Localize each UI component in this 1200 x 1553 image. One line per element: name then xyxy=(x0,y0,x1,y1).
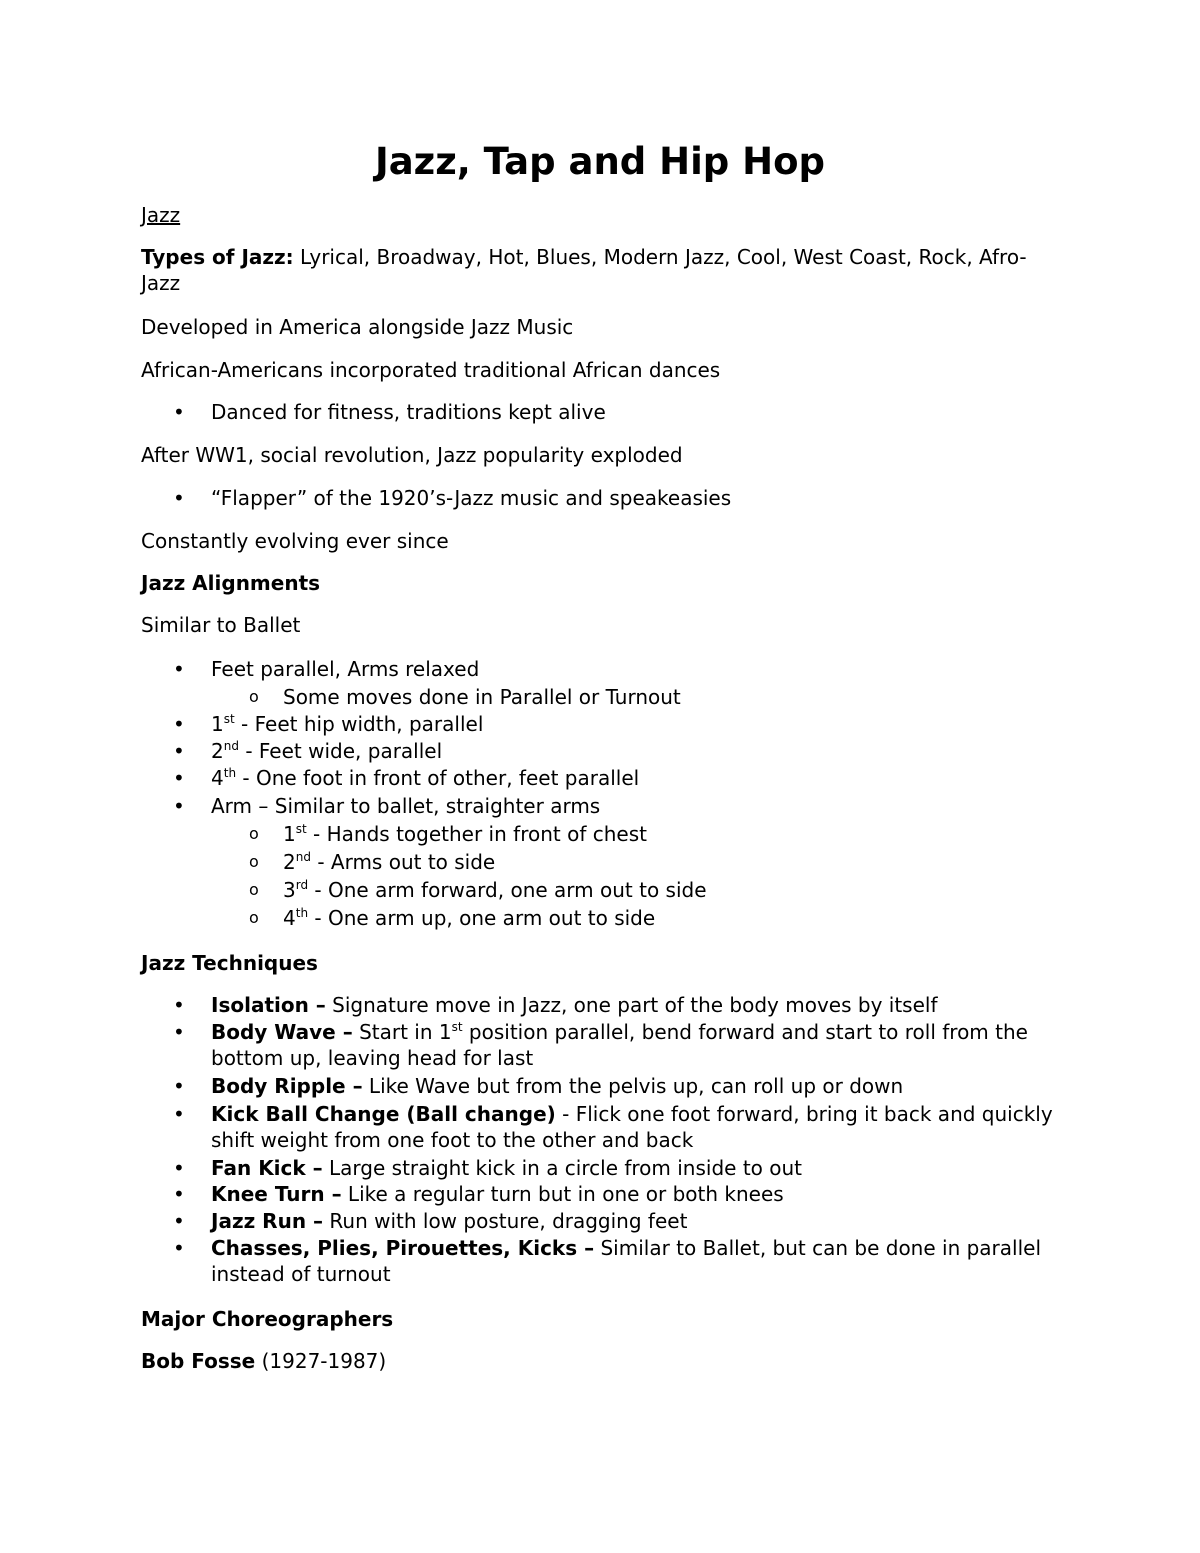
technique-item xyxy=(211,992,938,1018)
technique-term: Fan Kick – xyxy=(211,1156,323,1180)
arm-sub-item xyxy=(283,905,655,931)
bullet-marker: • xyxy=(173,1074,185,1098)
bullet-marker: • xyxy=(173,1236,185,1260)
item-text: - One foot in front of other, feet parallel xyxy=(236,766,640,790)
technique-term: Jazz Run – xyxy=(211,1209,324,1233)
ordinal-suffix: th xyxy=(223,766,237,780)
item-text: 4 xyxy=(283,906,296,930)
bullet-marker: • xyxy=(173,1209,185,1233)
ordinal-suffix: st xyxy=(223,712,235,726)
sub-bullet-marker: o xyxy=(249,687,259,706)
section-heading-jazz: Jazz xyxy=(141,203,181,227)
item-text: - Hands together in front of chest xyxy=(306,822,647,846)
paragraph: African-Americans incorporated traditional African dances xyxy=(141,358,721,382)
types-label: Types of Jazz: xyxy=(141,245,294,269)
technique-term: Isolation – xyxy=(211,993,326,1017)
choreographer-years: (1927-1987) xyxy=(255,1349,387,1373)
types-of-jazz xyxy=(141,244,1051,296)
bullet-marker: • xyxy=(173,712,185,736)
item-text: 4 xyxy=(211,766,224,790)
item-text: - Arms out to side xyxy=(310,850,496,874)
technique-item xyxy=(211,1235,1061,1287)
types-text: Lyrical, Broadway, Hot, Blues, Modern Jazz, Cool, West Coast, Rock, Afro-Jazz xyxy=(141,245,1027,295)
bullet-marker: • xyxy=(173,739,185,763)
alignment-item xyxy=(211,656,479,682)
technique-item xyxy=(211,1155,802,1181)
alignment-item xyxy=(211,765,639,791)
technique-text: Start in 1 xyxy=(352,1020,452,1044)
sub-bullet-marker: o xyxy=(249,880,259,899)
technique-term: Kick Ball Change (Ball change) xyxy=(211,1102,556,1126)
bullet-marker: • xyxy=(173,993,185,1017)
item-text: 2 xyxy=(211,739,224,763)
technique-text: Run with low posture, dragging feet xyxy=(323,1209,688,1233)
item-text: Arm – Similar to ballet, straighter arms xyxy=(211,794,601,818)
technique-text: Like Wave but from the pelvis up, can roll up or down xyxy=(362,1074,904,1098)
ordinal-suffix: st xyxy=(295,822,307,836)
sub-bullet-marker: o xyxy=(249,824,259,843)
bullet-marker: • xyxy=(173,1156,185,1180)
technique-item xyxy=(211,1181,784,1207)
ordinal-suffix: rd xyxy=(295,878,309,892)
technique-text: Similar to Ballet, but can be done in parallel instead of turnout xyxy=(211,1236,1042,1286)
item-text: 1 xyxy=(283,822,296,846)
item-text: 1 xyxy=(211,712,224,736)
technique-term: Body Ripple – xyxy=(211,1074,363,1098)
item-text: 3 xyxy=(283,878,296,902)
bullet-marker: • xyxy=(173,766,185,790)
alignment-item xyxy=(211,793,600,819)
item-text: 2 xyxy=(283,850,296,874)
alignment-item xyxy=(211,711,483,737)
alignments-intro: Similar to Ballet xyxy=(141,613,301,637)
technique-item xyxy=(211,1208,687,1234)
bullet-marker: • xyxy=(173,1182,185,1206)
section-heading-techniques: Jazz Techniques xyxy=(141,951,318,975)
technique-text: Large straight kick in a circle from inside to out xyxy=(322,1156,803,1180)
sub-bullet-marker: o xyxy=(249,908,259,927)
bullet-item: “Flapper” of the 1920’s-Jazz music and speakeasies xyxy=(211,486,732,510)
paragraph: After WW1, social revolution, Jazz popularity exploded xyxy=(141,443,683,467)
choreographer-name: Bob Fosse xyxy=(141,1349,256,1373)
arm-sub-item xyxy=(283,849,495,875)
bullet-item: Danced for fitness, traditions kept alive xyxy=(211,400,606,424)
technique-term: Chasses, Plies, Pirouettes, Kicks – xyxy=(211,1236,595,1260)
arm-sub-item xyxy=(283,821,647,847)
technique-text: position parallel, bend forward and start to roll from the bottom up, leaving head for last xyxy=(211,1020,1028,1070)
ordinal-suffix: nd xyxy=(223,739,239,753)
arm-sub-item xyxy=(283,877,707,903)
ordinal-suffix: st xyxy=(451,1020,463,1034)
technique-term: Knee Turn – xyxy=(211,1182,342,1206)
technique-item xyxy=(211,1019,1061,1071)
item-text: - One arm forward, one arm out to side xyxy=(308,878,707,902)
bullet-marker: • xyxy=(173,657,185,681)
sub-bullet-marker: o xyxy=(249,852,259,871)
technique-item xyxy=(211,1073,903,1099)
item-text: - Feet wide, parallel xyxy=(238,739,443,763)
bullet-marker: • xyxy=(173,794,185,818)
item-text: - Feet hip width, parallel xyxy=(234,712,484,736)
technique-text: Signature move in Jazz, one part of the body moves by itself xyxy=(325,993,938,1017)
bullet-marker: • xyxy=(173,1020,185,1044)
ordinal-suffix: nd xyxy=(295,850,311,864)
ordinal-suffix: th xyxy=(295,906,309,920)
choreographer-entry xyxy=(141,1348,386,1374)
paragraph: Developed in America alongside Jazz Music xyxy=(141,315,574,339)
technique-term: Body Wave – xyxy=(211,1020,353,1044)
technique-item xyxy=(211,1101,1061,1153)
alignment-sub-item: Some moves done in Parallel or Turnout xyxy=(283,685,681,709)
item-text: Feet parallel, Arms relaxed xyxy=(211,657,480,681)
technique-text: - Flick one foot forward, bring it back and quickly shift weight from one foot to the other and back xyxy=(211,1102,1053,1152)
bullet-marker: • xyxy=(173,400,185,424)
paragraph: Constantly evolving ever since xyxy=(141,529,449,553)
technique-text: Like a regular turn but in one or both knees xyxy=(341,1182,784,1206)
alignment-item xyxy=(211,738,442,764)
item-text: - One arm up, one arm out to side xyxy=(308,906,656,930)
bullet-marker: • xyxy=(173,486,185,510)
page-title: Jazz, Tap and Hip Hop xyxy=(374,140,826,183)
section-heading-choreographers: Major Choreographers xyxy=(141,1307,394,1331)
section-heading-alignments: Jazz Alignments xyxy=(141,571,321,595)
bullet-marker: • xyxy=(173,1102,185,1126)
